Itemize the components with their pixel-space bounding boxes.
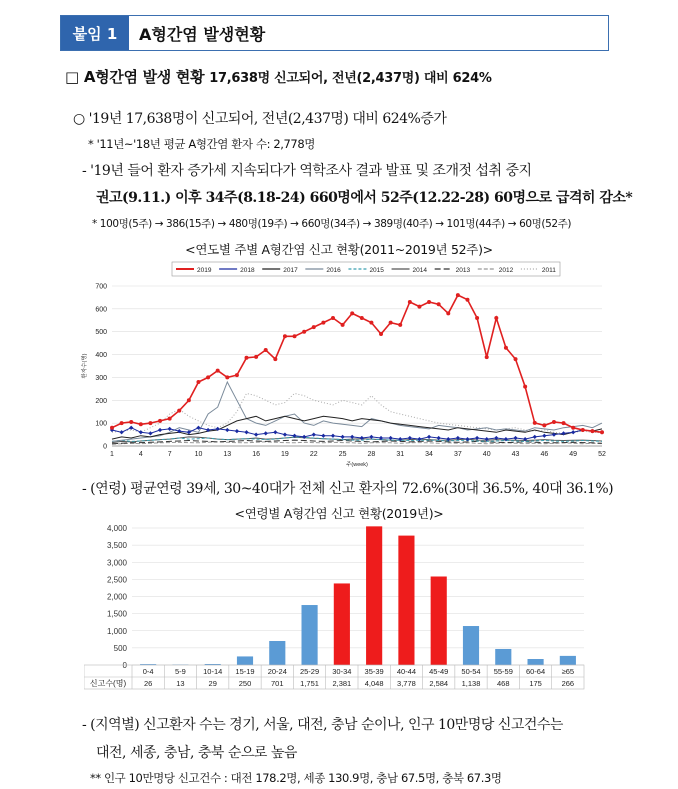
series-point-2019 [369,321,373,325]
bar-45-49 [431,576,447,665]
value-label: 2,381 [332,679,352,688]
summary-detail: 17,638명 신고되어, 전년(2,437명) 대비 624% [209,71,492,86]
bar-35-39 [366,526,382,665]
series-point-2019 [446,311,450,315]
x-tick-label: 25 [338,451,347,458]
value-label: 3,778 [397,679,416,688]
series-point-2019 [245,356,249,360]
age-bar-chart [84,520,594,690]
point-1-text: '19년 17,638명이 신고되어, 전년(2,437명) 대비 624%증가 [88,111,447,127]
series-point-2018 [533,435,537,439]
y-tick-label: 100 [95,420,107,428]
legend-label-2018: 2018 [240,267,255,274]
category-label: 45-49 [429,667,449,676]
series-point-2019 [341,323,345,327]
x-tick-label: 13 [223,451,232,458]
series-point-2019 [158,419,162,423]
series-point-2018 [254,432,258,436]
series-point-2019 [485,355,489,359]
series-point-2019 [581,428,585,432]
series-point-2019 [283,334,287,338]
series-point-2019 [398,323,402,327]
y-tick-label: 4,000 [106,524,127,533]
series-point-2019 [216,369,220,373]
value-label: 701 [271,679,284,688]
series-point-2019 [494,316,498,320]
series-point-2019 [293,334,297,338]
category-label: 50-54 [461,667,481,676]
series-point-2019 [264,348,268,352]
point-4-line-2: 대전, 세종, 충남, 충북 순으로 높음 [96,745,297,761]
series-point-2019 [437,302,441,306]
series-point-2018 [264,431,268,435]
series-point-2019 [273,357,277,361]
x-tick-label: 16 [252,451,261,458]
series-point-2019 [148,421,152,425]
point-1 [73,108,446,128]
series-point-2018 [340,435,344,439]
category-label: 0-4 [142,667,154,676]
series-point-2019 [312,325,316,329]
series-point-2018 [321,434,325,438]
point-1-marker: ○ [73,111,85,127]
x-tick-label: 7 [167,451,172,458]
y-tick-label: 0 [103,443,107,451]
series-point-2019 [196,380,200,384]
y-tick-label: 3,500 [106,541,127,551]
chart-2-title: <연령별 A형간염 신고 현황(2019년)> [234,506,444,521]
series-point-2018 [283,432,287,436]
series-point-2019 [542,423,546,427]
table-row-label: 신고수(명) [89,679,127,688]
value-label: 1,138 [461,679,481,688]
x-tick-label: 34 [425,451,433,458]
appendix-tag: 붙임 1 [61,16,129,50]
point-3-line: - (연령) 평균연령 39세, 30~40대가 전체 신고 환자의 72.6%(30대 36.5%, 40대 36.1%) [82,481,614,497]
point-4-note: ** 인구 10만명당 신고건수 : 대전 178.2명, 세종 130.9명, 충남 67.5명, 충북 67.3명 [90,771,502,785]
bar-20-24 [269,641,285,665]
x-tick-label: 4 [138,451,143,458]
series-point-2019 [187,398,191,402]
series-point-2019 [254,355,258,359]
legend-label-2013: 2013 [455,267,471,274]
series-point-2019 [552,420,556,424]
x-tick-label: 19 [281,451,289,458]
series-point-2018 [312,432,316,436]
series-point-2019 [504,346,508,350]
series-point-2019 [235,373,239,377]
series-point-2019 [456,293,460,297]
y-tick-label: 400 [95,352,107,360]
series-point-2019 [168,417,172,421]
bar-≥65 [560,656,576,665]
x-tick-label: 46 [540,451,549,458]
legend-label-2019: 2019 [197,267,212,274]
series-point-2018 [513,436,517,440]
bar-15-19 [237,656,253,665]
value-label: 4,048 [364,679,384,688]
y-axis-label: 환자수(명) [82,353,88,379]
y-tick-label: 0 [122,661,127,670]
weekly-line-chart [76,260,616,472]
series-point-2018 [168,427,172,431]
series-point-2019 [417,305,421,309]
y-tick-label: 600 [95,306,107,314]
point-2-line-1: - '19년 들어 환자 증가세 지속되다가 역학조사 결과 발표 및 조개젓 섭취 중지 [82,163,532,179]
series-point-2019 [571,426,575,430]
series-point-2019 [177,409,181,413]
bar-50-54 [463,626,479,665]
series-line-2019 [112,295,602,432]
series-point-2019 [600,430,604,434]
series-point-2019 [465,298,469,302]
series-point-2018 [129,426,133,430]
header-bar [60,15,609,51]
x-tick-label: 49 [569,451,578,458]
value-label: 2,584 [429,679,449,688]
point-1-note: * '11년~'18년 평균 A형간염 환자 수: 2,778명 [88,137,315,151]
category-label: 5-9 [175,667,186,676]
x-tick-label: 40 [482,451,491,458]
point-2-note: * 100명(5주) → 386(15주) → 480명(19주) → 660명(34주) → 389명(40주) → 101명(44주) → 60명(52주) [92,218,572,230]
category-label: 55-59 [493,667,513,676]
series-point-2019 [523,385,527,389]
value-label: 250 [238,679,252,688]
series-point-2019 [331,316,335,320]
value-label: 26 [143,679,153,688]
series-point-2018 [350,435,354,439]
series-point-2018 [139,430,143,434]
legend-label-2014: 2014 [412,267,428,274]
bar-30-34 [334,583,350,665]
series-point-2019 [408,300,412,304]
y-tick-label: 1,000 [106,626,127,636]
series-point-2019 [379,332,383,336]
series-point-2019 [533,421,537,425]
series-point-2019 [389,321,393,325]
summary-bullet: □ [65,68,79,86]
category-label: 30-34 [332,667,352,676]
series-point-2019 [120,421,124,425]
chart-1-legend [172,262,560,276]
series-point-2019 [302,330,306,334]
y-tick-label: 300 [95,374,107,382]
bar-60-64 [528,659,544,665]
series-point-2018 [225,428,229,432]
series-point-2018 [119,430,123,434]
legend-label-2011: 2011 [541,267,556,274]
value-label: 175 [529,679,542,688]
value-label: 468 [497,679,510,688]
series-point-2018 [158,428,162,432]
series-line-2017 [112,416,602,439]
series-line-2016 [112,382,602,441]
y-tick-label: 200 [95,397,107,405]
series-point-2018 [273,430,277,434]
category-label: 25-29 [299,667,320,676]
x-tick-label: 10 [194,451,203,458]
series-point-2019 [427,300,431,304]
series-point-2018 [235,429,239,433]
series-point-2018 [542,434,546,438]
page-title: A형간염 발생현황 [139,24,266,44]
y-tick-label: 3,000 [106,558,127,568]
category-label: 40-44 [396,667,417,676]
series-point-2018 [571,430,575,434]
category-label: 10-14 [203,667,223,676]
series-point-2019 [562,421,566,425]
chart-1-title: <연도별 주별 A형간염 신고 현황(2011~2019년 52주)> [185,242,493,257]
series-point-2018 [389,436,393,440]
category-label: 60-64 [525,667,546,676]
series-point-2018 [148,431,152,435]
y-tick-label: 500 [113,643,127,653]
series-point-2019 [360,316,364,320]
series-point-2019 [514,357,518,361]
category-label: 35-39 [364,667,384,676]
legend-label-2012: 2012 [498,267,514,274]
x-tick-label: 22 [309,451,318,458]
series-point-2019 [350,311,354,315]
summary-heading [65,66,492,87]
bar-40-44 [398,536,414,665]
y-tick-label: 2,000 [106,592,127,602]
y-tick-label: 1,500 [106,609,127,619]
series-point-2019 [321,321,325,325]
x-tick-label: 28 [367,451,376,458]
series-point-2018 [369,435,373,439]
series-point-2019 [129,420,133,424]
value-label: 266 [561,679,575,688]
bar-55-59 [495,649,511,665]
point-4-line-1: - (지역별) 신고환자 수는 경기, 서울, 대전, 충남 순이나, 인구 10만명당 신고건수는 [82,717,563,733]
point-2-line-2: 권고(9.11.) 이후 34주(8.18-24) 660명에서 52주(12.22-28) 60명으로 급격히 감소* [96,190,633,206]
series-point-2018 [427,435,431,439]
y-tick-label: 500 [95,329,107,337]
series-point-2019 [475,316,479,320]
y-tick-label: 2,500 [106,575,127,585]
series-point-2019 [590,429,594,433]
series-point-2019 [110,426,114,430]
legend-label-2015: 2015 [369,267,384,274]
series-point-2018 [244,430,248,434]
x-tick-label: 1 [110,451,114,458]
x-tick-label: 37 [453,451,462,458]
legend-label-2017: 2017 [283,267,298,274]
series-point-2018 [331,434,335,438]
x-tick-label: 52 [598,451,606,458]
x-tick-label: 43 [511,451,520,458]
bar-25-29 [302,605,318,665]
y-tick-label: 700 [95,283,107,291]
legend-label-2016: 2016 [326,267,341,274]
value-label: 1,751 [300,679,319,688]
series-point-2018 [437,436,441,440]
category-label: 20-24 [267,667,287,676]
summary-heading-text: A형간염 발생 현황 [83,68,205,86]
value-label: 29 [208,679,217,688]
x-tick-label: 31 [396,451,405,458]
category-label: 15-19 [235,667,255,676]
value-label: 13 [176,679,185,688]
x-axis-label: 주(week) [346,462,368,468]
series-point-2019 [225,375,229,379]
category-label: ≥65 [561,667,575,676]
series-point-2018 [360,436,364,440]
series-point-2019 [139,422,143,426]
series-point-2019 [206,375,210,379]
